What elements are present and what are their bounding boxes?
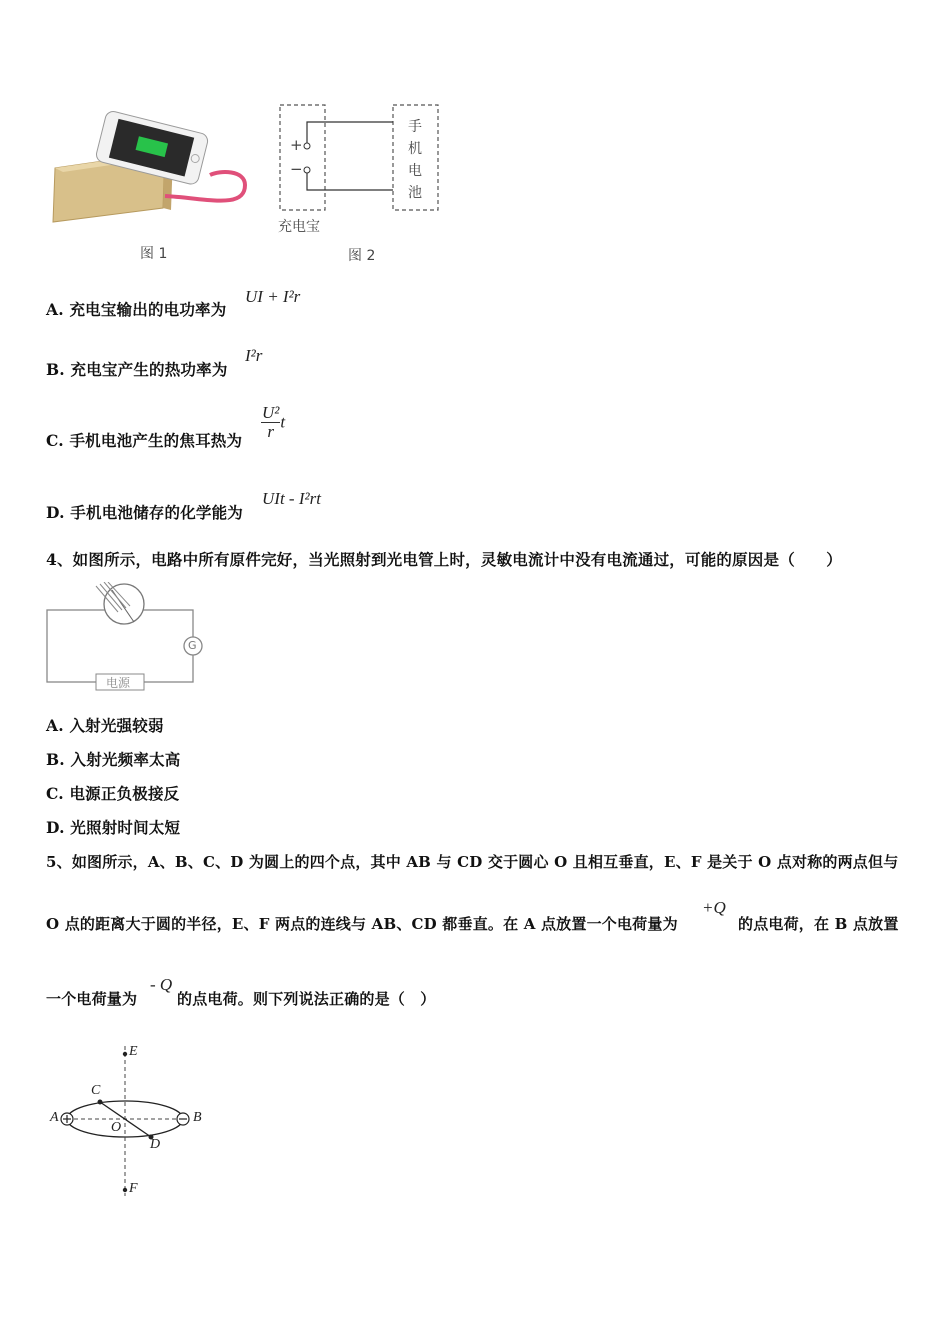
q5-stem-line-3a: 一个电荷量为 bbox=[46, 990, 138, 1008]
fraction-numerator: U² bbox=[262, 403, 280, 422]
q3-option-d bbox=[46, 501, 243, 523]
q3-option-a-formula: UI + I²r bbox=[245, 287, 301, 306]
q5-circle-diagram bbox=[45, 1036, 215, 1204]
phone-battery-char-2: 机 bbox=[408, 141, 422, 157]
q4-option-b bbox=[46, 748, 180, 770]
phone-battery-char-3: 电 bbox=[408, 163, 422, 179]
option-letter: B. bbox=[46, 750, 65, 769]
q4-stem: 4、如图所示，电路中所有原件完好，当光照射到光电管上时，灵敏电流计中没有电流通过，可能的原因是（ ） bbox=[46, 550, 842, 569]
q3-option-b bbox=[46, 358, 228, 380]
point-label-a: A bbox=[50, 1110, 59, 1125]
point-label-f: F bbox=[129, 1181, 138, 1196]
q5-stem-line-3b: 的点电荷。则下列说法正确的是（ ） bbox=[177, 990, 436, 1008]
point-label-b: B bbox=[193, 1110, 202, 1125]
figure-1-caption: 图 1 bbox=[140, 246, 168, 262]
option-letter: A. bbox=[46, 716, 64, 735]
phone-battery-char-1: 手 bbox=[408, 119, 422, 135]
phone-battery-char-4: 池 bbox=[408, 185, 422, 201]
q5-stem-line-2b: 的点电荷，在 B 点放置 bbox=[738, 915, 899, 933]
q3-option-b-formula: I²r bbox=[245, 346, 263, 365]
option-text: 充电宝产生的热功率为 bbox=[70, 360, 228, 379]
q3-option-c bbox=[46, 429, 242, 451]
powerbank-label: 充电宝 bbox=[278, 219, 320, 235]
point-label-e: E bbox=[129, 1044, 138, 1059]
q3-option-a bbox=[46, 298, 226, 320]
q4-option-d bbox=[46, 816, 180, 838]
option-letter: D. bbox=[46, 818, 65, 837]
option-text: 手机电池储存的化学能为 bbox=[70, 503, 243, 522]
option-text: 光照射时间太短 bbox=[70, 818, 181, 837]
figure-2-caption: 图 2 bbox=[348, 248, 376, 264]
figure-1-powerbank-photo bbox=[45, 110, 260, 225]
fraction-denominator: r bbox=[267, 422, 274, 441]
q4-option-c bbox=[46, 782, 179, 804]
q4-option-a bbox=[46, 714, 164, 736]
point-label-o: O bbox=[111, 1120, 122, 1135]
option-letter: A. bbox=[46, 300, 64, 319]
q3-option-d-formula: UIt - I²rt bbox=[262, 489, 321, 508]
q5-positive-charge: +Q bbox=[702, 898, 726, 917]
fraction-tail: t bbox=[280, 412, 286, 432]
galvanometer-label: G bbox=[188, 639, 197, 652]
option-letter: C. bbox=[46, 784, 64, 803]
q3-option-c-formula bbox=[261, 404, 285, 441]
plus-terminal-label: + bbox=[290, 136, 303, 154]
option-text: 充电宝输出的电功率为 bbox=[69, 300, 227, 319]
point-label-c: C bbox=[91, 1083, 101, 1098]
fraction bbox=[261, 404, 280, 441]
option-text: 入射光频率太高 bbox=[70, 750, 181, 769]
minus-terminal-label: − bbox=[290, 160, 303, 178]
option-text: 电源正负极接反 bbox=[69, 784, 180, 803]
option-text: 手机电池产生的焦耳热为 bbox=[69, 431, 243, 450]
q5-stem-line-1: 5、如图所示，A、B、C、D 为圆上的四个点，其中 AB 与 CD 交于圆心 O 且相互垂直，E、F 是关于 O 点对称的两点但与 bbox=[46, 853, 899, 871]
option-letter: B. bbox=[46, 360, 65, 379]
option-letter: D. bbox=[46, 503, 65, 522]
option-letter: C. bbox=[46, 431, 64, 450]
q5-stem-line-2a: O 点的距离大于圆的半径，E、F 两点的连线与 AB、CD 都垂直。在 A 点放置一个电荷量为 bbox=[46, 915, 678, 933]
q5-negative-charge: - Q bbox=[150, 975, 173, 994]
point-label-d: D bbox=[150, 1137, 161, 1152]
power-source-label: 电源 bbox=[106, 676, 131, 690]
option-text: 入射光强较弱 bbox=[69, 716, 164, 735]
